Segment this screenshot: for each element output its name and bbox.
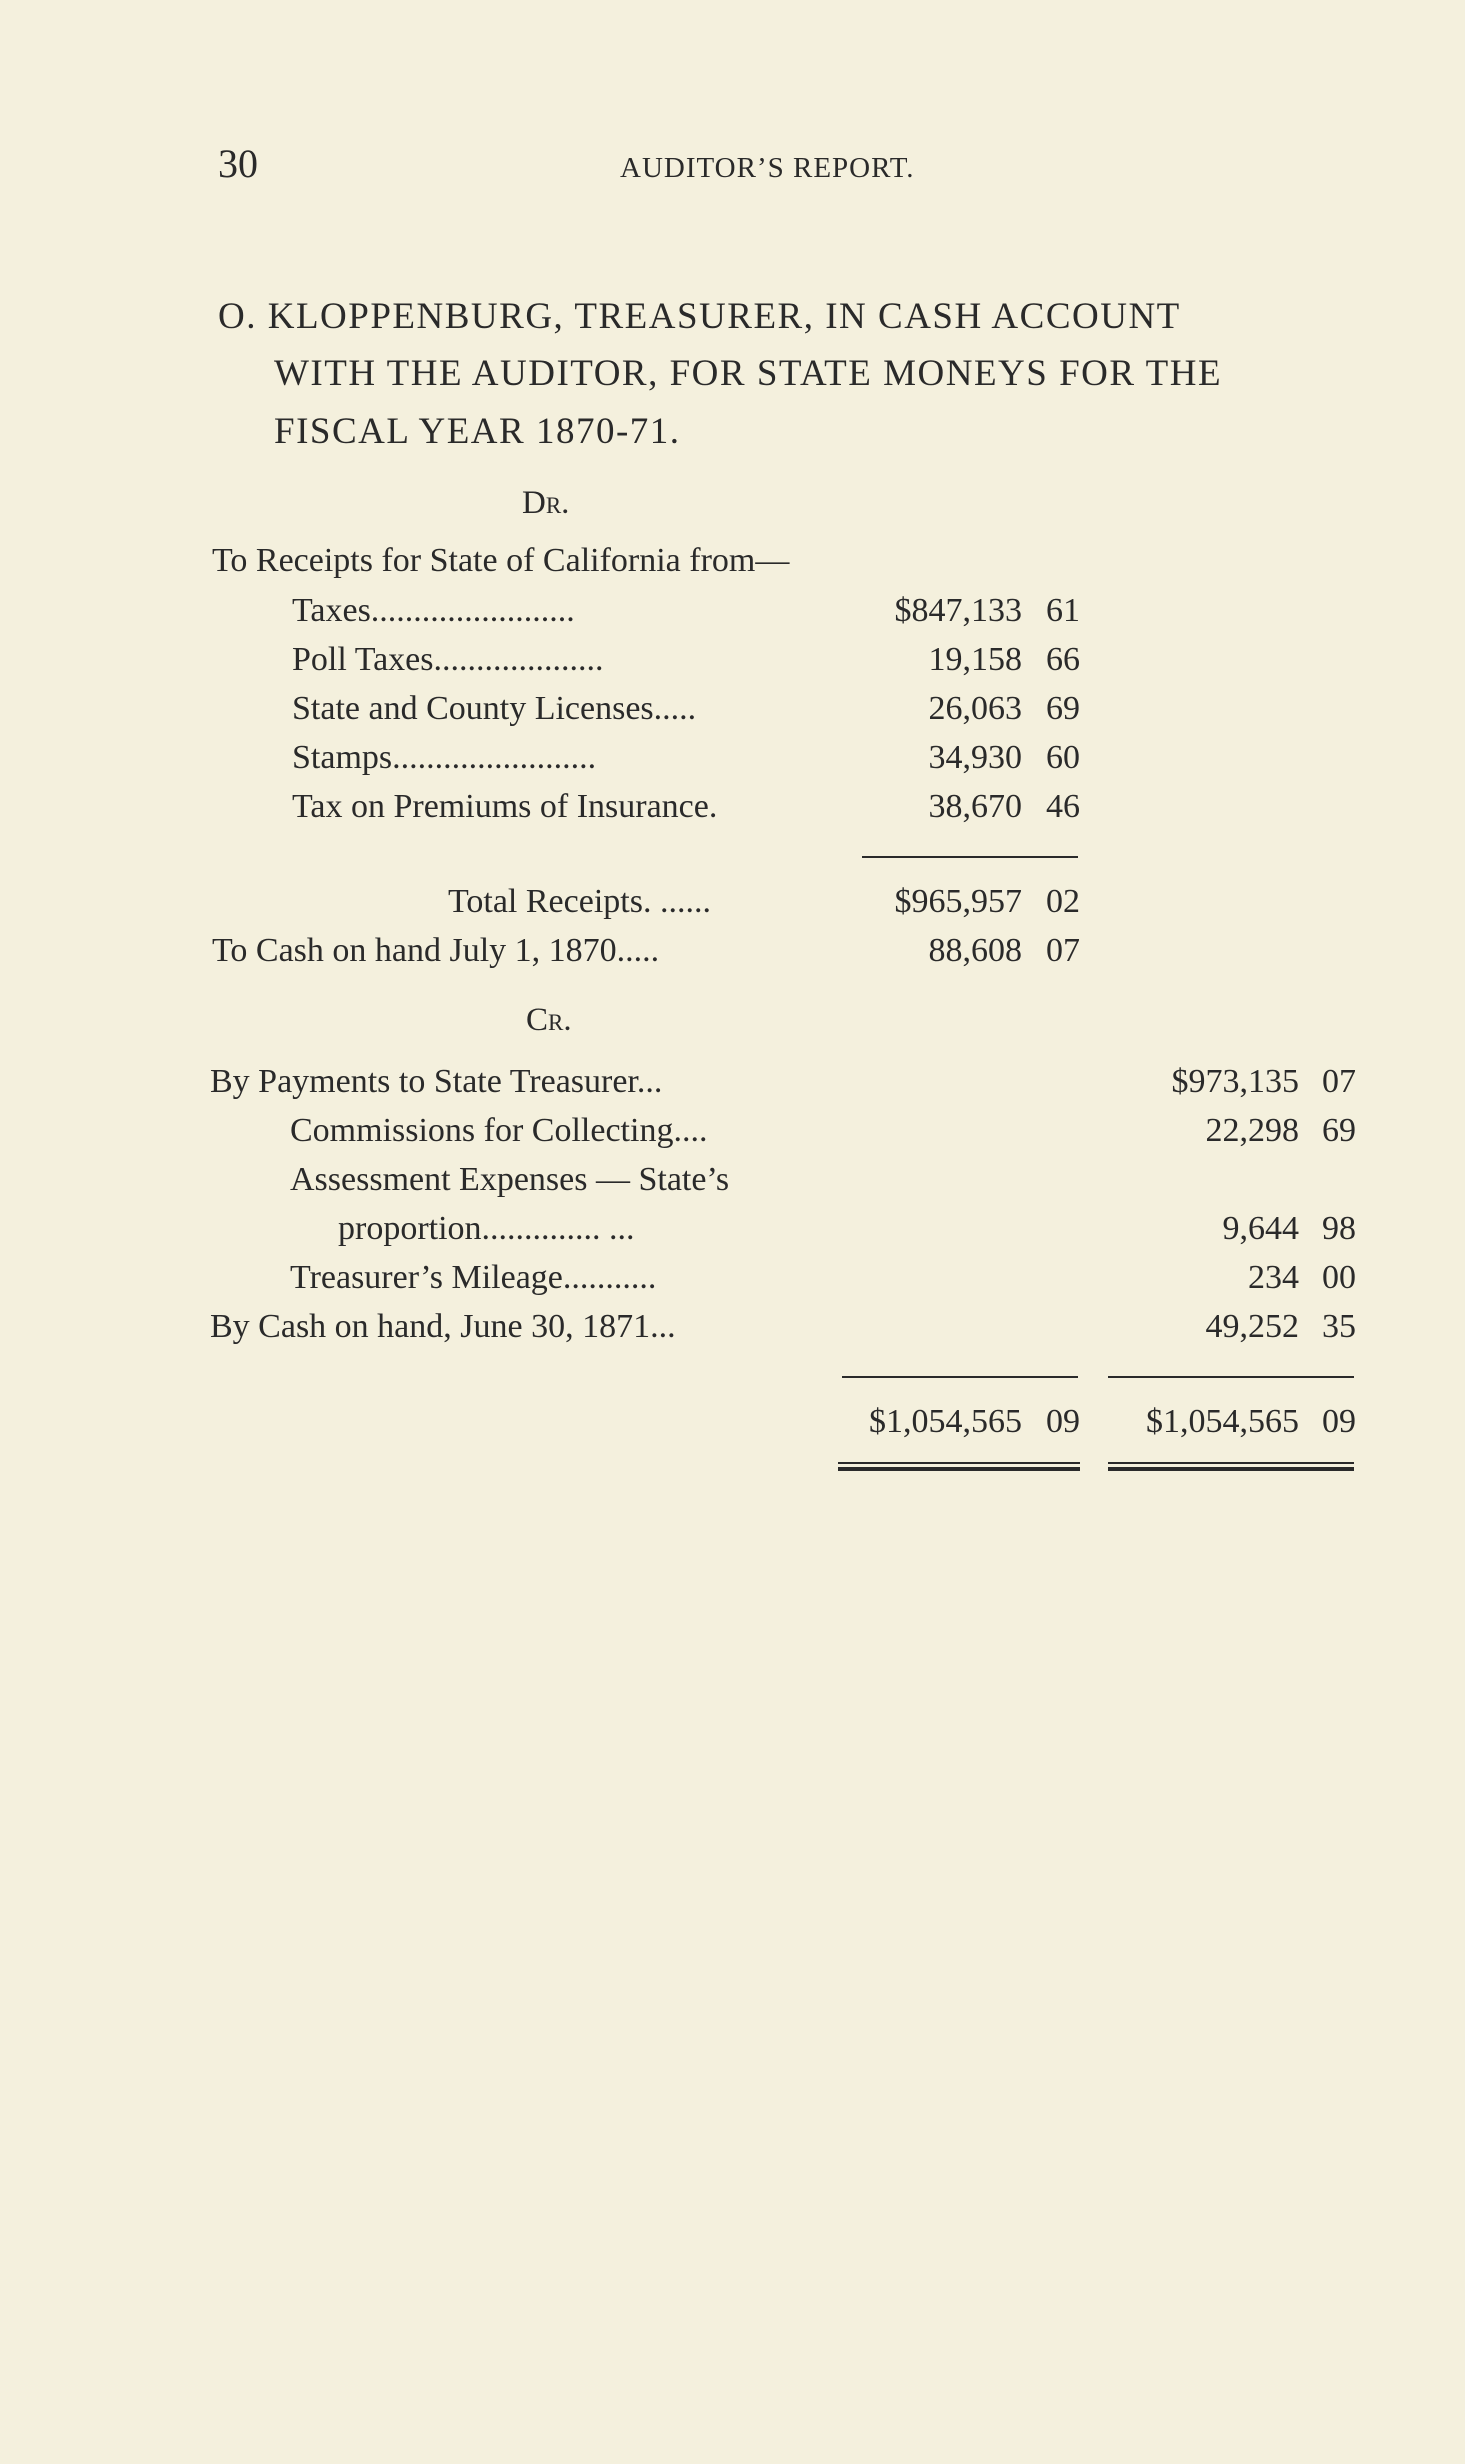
debit-item-cents: 66 bbox=[1046, 641, 1080, 678]
cash-on-hand-cents: 07 bbox=[1046, 932, 1080, 969]
credit-item-dollars: 234 bbox=[1248, 1259, 1299, 1296]
credit-label: Cr. bbox=[526, 1002, 572, 1038]
credit-item-dollars: 9,644 bbox=[1222, 1210, 1299, 1247]
debit-item-dollars: 38,670 bbox=[928, 788, 1022, 825]
debit-grand-total-dollars: $1,054,565 bbox=[869, 1403, 1022, 1440]
debit-item-label: Taxes........................ bbox=[292, 592, 575, 629]
total-receipts-label: Total Receipts. ...... bbox=[448, 883, 711, 920]
credit-total-rule bbox=[1108, 1376, 1354, 1378]
debit-double-rule-top bbox=[838, 1462, 1080, 1464]
blank-page-area bbox=[0, 1500, 1465, 2464]
credit-item-label: By Payments to State Treasurer... bbox=[210, 1063, 663, 1100]
debit-double-rule-bottom bbox=[838, 1467, 1080, 1471]
cash-on-hand-label: To Cash on hand July 1, 1870..... bbox=[212, 932, 660, 969]
credit-item-cents: 07 bbox=[1322, 1063, 1356, 1100]
credit-item-dollars: 49,252 bbox=[1205, 1308, 1299, 1345]
credit-double-rule-top bbox=[1108, 1462, 1354, 1464]
debit-total-rule bbox=[842, 1376, 1078, 1378]
debit-item-label: State and County Licenses..... bbox=[292, 690, 697, 727]
debit-item-dollars: 19,158 bbox=[928, 641, 1022, 678]
cash-on-hand-dollars: 88,608 bbox=[928, 932, 1022, 969]
total-receipts-cents: 02 bbox=[1046, 883, 1080, 920]
debit-item-cents: 60 bbox=[1046, 739, 1080, 776]
subtotal-rule bbox=[862, 856, 1078, 858]
debit-grand-total-cents: 09 bbox=[1046, 1403, 1080, 1440]
debit-item-cents: 46 bbox=[1046, 788, 1080, 825]
credit-grand-total-cents: 09 bbox=[1322, 1403, 1356, 1440]
debit-item-dollars: $847,133 bbox=[894, 592, 1022, 629]
heading-line-1: O. KLOPPENBURG, TREASURER, IN CASH ACCOUNT bbox=[218, 296, 1181, 337]
credit-item-cents: 00 bbox=[1322, 1259, 1356, 1296]
credit-grand-total-dollars: $1,054,565 bbox=[1146, 1403, 1299, 1440]
debit-item-dollars: 26,063 bbox=[928, 690, 1022, 727]
credit-item-cents: 35 bbox=[1322, 1308, 1356, 1345]
credit-item-cents: 98 bbox=[1322, 1210, 1356, 1247]
credit-item-label: By Cash on hand, June 30, 1871... bbox=[210, 1308, 676, 1345]
credit-item-label: Treasurer’s Mileage........... bbox=[290, 1259, 657, 1296]
credit-double-rule-bottom bbox=[1108, 1467, 1354, 1471]
page-number: 30 bbox=[218, 141, 258, 186]
credit-item-dollars: 22,298 bbox=[1205, 1112, 1299, 1149]
credit-item-label: Commissions for Collecting.... bbox=[290, 1112, 708, 1149]
running-head: AUDITOR’S REPORT. bbox=[620, 152, 915, 184]
heading-line-2: WITH THE AUDITOR, FOR STATE MONEYS FOR THE bbox=[274, 353, 1223, 394]
heading-line-3: FISCAL YEAR 1870-71. bbox=[274, 411, 681, 452]
credit-item-label: proportion.............. ... bbox=[338, 1210, 635, 1247]
debit-item-label: Tax on Premiums of Insurance. bbox=[292, 788, 718, 825]
credit-item-dollars: $973,135 bbox=[1171, 1063, 1299, 1100]
debit-item-label: Poll Taxes.................... bbox=[292, 641, 604, 678]
credit-item-label: Assessment Expenses — State’s bbox=[290, 1161, 730, 1198]
debit-item-cents: 61 bbox=[1046, 592, 1080, 629]
debit-intro: To Receipts for State of California from— bbox=[212, 542, 790, 579]
debit-item-cents: 69 bbox=[1046, 690, 1080, 727]
debit-item-label: Stamps........................ bbox=[292, 739, 597, 776]
debit-item-dollars: 34,930 bbox=[928, 739, 1022, 776]
total-receipts-dollars: $965,957 bbox=[894, 883, 1022, 920]
debit-label: Dr. bbox=[522, 485, 570, 521]
credit-item-cents: 69 bbox=[1322, 1112, 1356, 1149]
